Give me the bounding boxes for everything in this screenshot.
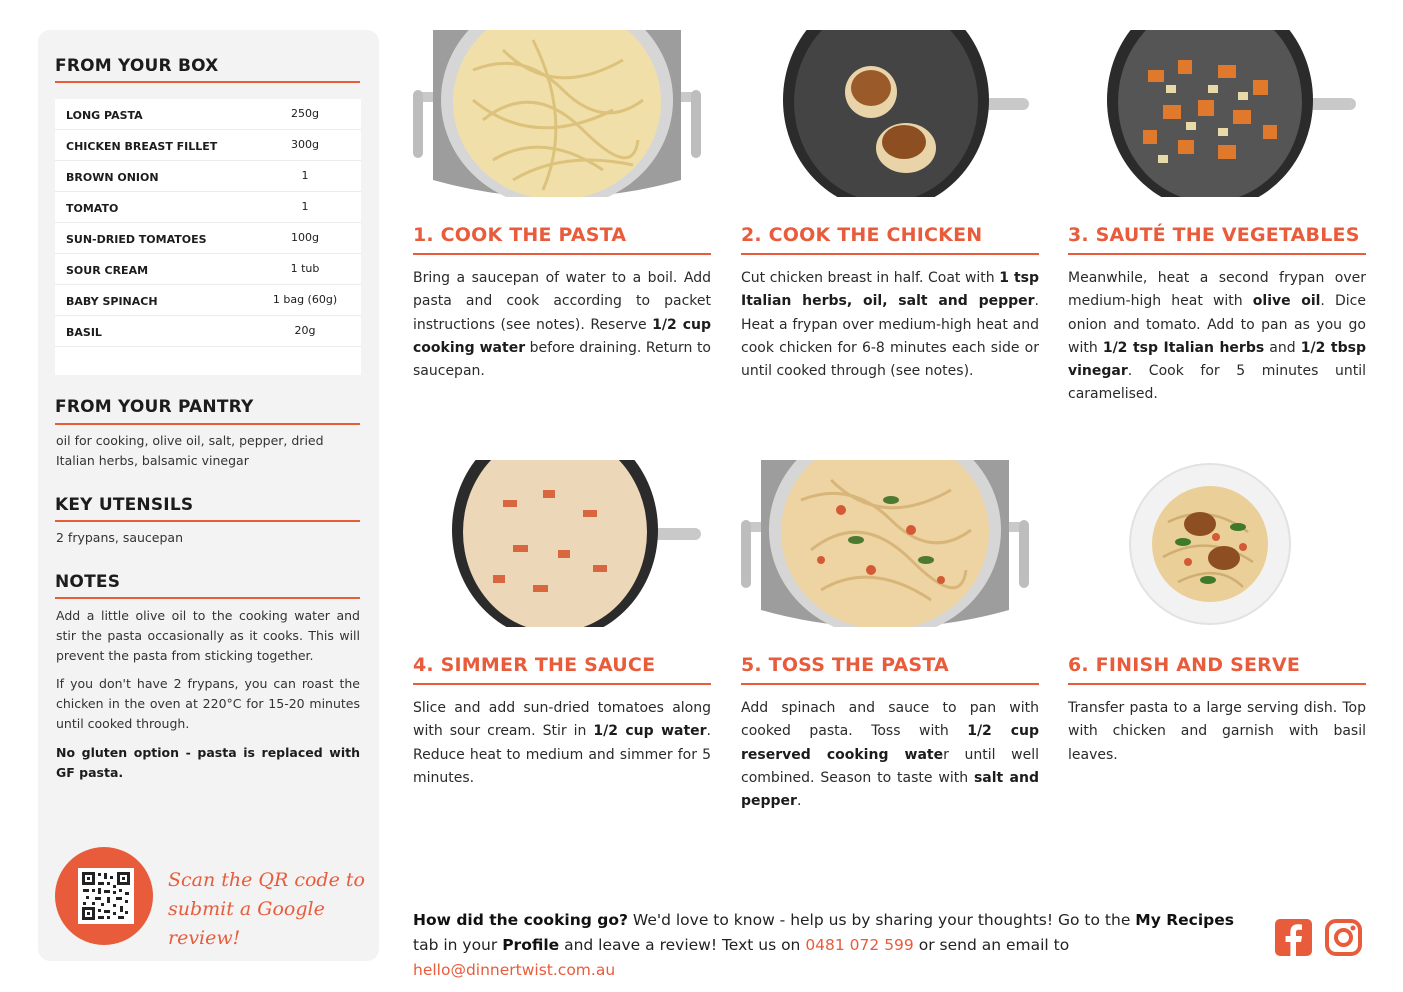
step-text: r until well combined. Season to taste with — [741, 746, 1039, 786]
section-divider — [55, 520, 360, 522]
utensils-title: KEY UTENSILS — [55, 495, 194, 515]
ingredient-row — [55, 254, 361, 285]
step-text: . Dice onion and tomato. Add to pan as you go with — [1068, 293, 1366, 356]
step-1-title: 1. COOK THE PASTA — [413, 224, 627, 246]
review-footer — [413, 908, 1263, 983]
step-4-image — [413, 460, 701, 627]
ingredient-name: CHICKEN BREAST FILLET — [66, 140, 218, 153]
step-5-image — [741, 460, 1029, 627]
ingredient-name: TOMATO — [66, 202, 119, 215]
step-1-body — [413, 267, 711, 383]
step-text: . Cook for 5 minutes until caramelised. — [1068, 363, 1366, 403]
step-4-title: 4. SIMMER THE SAUCE — [413, 654, 656, 676]
step-3-image — [1068, 30, 1356, 197]
step-highlight: 1/2 cup cooking water — [413, 316, 711, 356]
ingredient-name: BASIL — [66, 326, 102, 339]
step-6-image — [1128, 462, 1292, 626]
footer-question: How did the cooking go? — [413, 911, 628, 929]
ingredient-qty: 1 tub — [290, 262, 320, 275]
step-highlight: 1/2 cup water — [593, 723, 707, 740]
notes-gf-text: No gluten option - pasta is replaced with GF pasta. — [56, 745, 360, 780]
step-2-body — [741, 267, 1039, 383]
qr-code-badge[interactable] — [55, 847, 153, 945]
step-text: Cut chicken breast in half. Coat with — [741, 270, 1000, 286]
qr-callout — [168, 866, 368, 953]
notes-title: NOTES — [55, 572, 121, 592]
step-1-image — [413, 30, 701, 197]
ingredient-qty: 300g — [291, 138, 319, 151]
ingredient-row — [55, 99, 361, 130]
step-divider — [741, 253, 1039, 255]
ingredient-qty: 250g — [291, 107, 319, 120]
qr-code-icon[interactable] — [78, 868, 134, 924]
ingredients-table — [55, 99, 361, 375]
step-divider — [413, 253, 711, 255]
ingredient-row — [55, 223, 361, 254]
step-2-image — [741, 30, 1029, 197]
ingredient-qty: 100g — [291, 231, 319, 244]
ingredient-qty: 20g — [294, 324, 316, 337]
step-text: Bring a saucepan of water to a boil. Add pasta and cook according to packet instructions (see notes). Reserve — [413, 270, 711, 333]
notes-gluten-free — [56, 743, 360, 783]
pantry-title: FROM YOUR PANTRY — [55, 397, 254, 417]
step-highlight: salt and pepper — [741, 769, 1039, 810]
step-divider — [741, 683, 1039, 685]
step-text: . — [796, 793, 802, 810]
sidebar — [38, 30, 379, 961]
ingredient-name: SUN-DRIED TOMATOES — [66, 233, 207, 246]
step-text: Slice and add sun-dried tomatoes along with sour cream. Stir in — [413, 700, 711, 740]
ingredient-row — [55, 161, 361, 192]
step-text: . Heat a frypan over medium-high heat and cook chicken for 6-8 minutes each side or until cooked through (see notes). — [741, 293, 1039, 380]
ingredient-name: BABY SPINACH — [66, 295, 158, 308]
step-divider — [1068, 253, 1366, 255]
ingredient-row — [55, 285, 361, 316]
step-divider — [413, 683, 711, 685]
step-text: Meanwhile, heat a second frypan over medium-high heat with — [1068, 270, 1366, 310]
ingredient-qty: 1 — [301, 200, 309, 213]
step-6-body — [1068, 697, 1366, 767]
pantry-text: oil for cooking, olive oil, salt, pepper, dried Italian herbs, balsamic vinegar — [56, 433, 324, 468]
notes-paragraph: Add a little olive oil to the cooking water and stir the pasta occasionally as it cooks. This will prevent the pasta from sticking together. — [56, 608, 360, 663]
step-2-title: 2. COOK THE CHICKEN — [741, 224, 983, 246]
qr-callout-line: submit a Google review! — [168, 898, 325, 949]
step-text: and — [1264, 339, 1301, 356]
ingredient-qty: 1 bag (60g) — [272, 293, 338, 306]
step-highlight: 1/2 tbsp vinegar — [1068, 339, 1366, 380]
step-3-body — [1068, 267, 1366, 407]
ingredient-qty: 1 — [301, 169, 309, 182]
email-link[interactable]: hello@dinnertwist.com.au — [413, 961, 616, 979]
step-highlight: olive oil — [1252, 293, 1321, 310]
qr-callout-line: Scan the QR code to — [168, 869, 365, 891]
footer-my-recipes: My Recipes — [1135, 911, 1234, 929]
ingredient-name: LONG PASTA — [66, 109, 143, 122]
footer-text: tab in your — [413, 936, 503, 954]
ingredient-row — [55, 192, 361, 223]
step-text: Add spinach and sauce to pan with cooked pasta. Toss with — [741, 700, 1039, 740]
phone-link[interactable]: 0481 072 599 — [805, 936, 914, 954]
step-3-title: 3. SAUTÉ THE VEGETABLES — [1068, 224, 1360, 246]
step-text: Transfer pasta to a large serving dish. Top with chicken and garnish with basil leaves. — [1068, 700, 1366, 763]
step-highlight: 1 tsp Italian herbs, oil, salt and pepper — [741, 270, 1039, 310]
step-5-body — [741, 697, 1039, 813]
step-divider — [1068, 683, 1366, 685]
footer-text: and leave a review! Text us on — [559, 936, 806, 954]
ingredient-row — [55, 316, 361, 347]
ingredient-name: SOUR CREAM — [66, 264, 149, 277]
instagram-icon[interactable] — [1325, 919, 1362, 956]
step-highlight: 1/2 cup reserved cooking wate — [741, 723, 1039, 763]
ingredient-name: BROWN ONION — [66, 171, 159, 184]
section-divider — [55, 423, 360, 425]
step-5-title: 5. TOSS THE PASTA — [741, 654, 949, 676]
footer-profile: Profile — [502, 936, 560, 954]
section-divider — [55, 597, 360, 599]
step-text: . Reduce heat to medium and simmer for 5 minutes. — [413, 723, 711, 786]
footer-text: or send an email to — [913, 936, 1070, 954]
step-text: before draining. Return to saucepan. — [413, 339, 711, 380]
facebook-icon[interactable] — [1275, 919, 1312, 956]
step-4-body — [413, 697, 711, 790]
ingredient-row — [55, 130, 361, 161]
step-6-title: 6. FINISH AND SERVE — [1068, 654, 1301, 676]
footer-text: We'd love to know - help us by sharing your thoughts! Go to the — [627, 911, 1136, 929]
section-divider — [55, 81, 360, 83]
from-box-title: FROM YOUR BOX — [55, 56, 219, 76]
utensils-text: 2 frypans, saucepan — [56, 530, 184, 545]
step-highlight: 1/2 tsp Italian herbs — [1102, 339, 1265, 356]
notes-paragraph: If you don't have 2 frypans, you can roast the chicken in the oven at 220°C for 15-20 minutes until cooked through. — [56, 676, 360, 731]
